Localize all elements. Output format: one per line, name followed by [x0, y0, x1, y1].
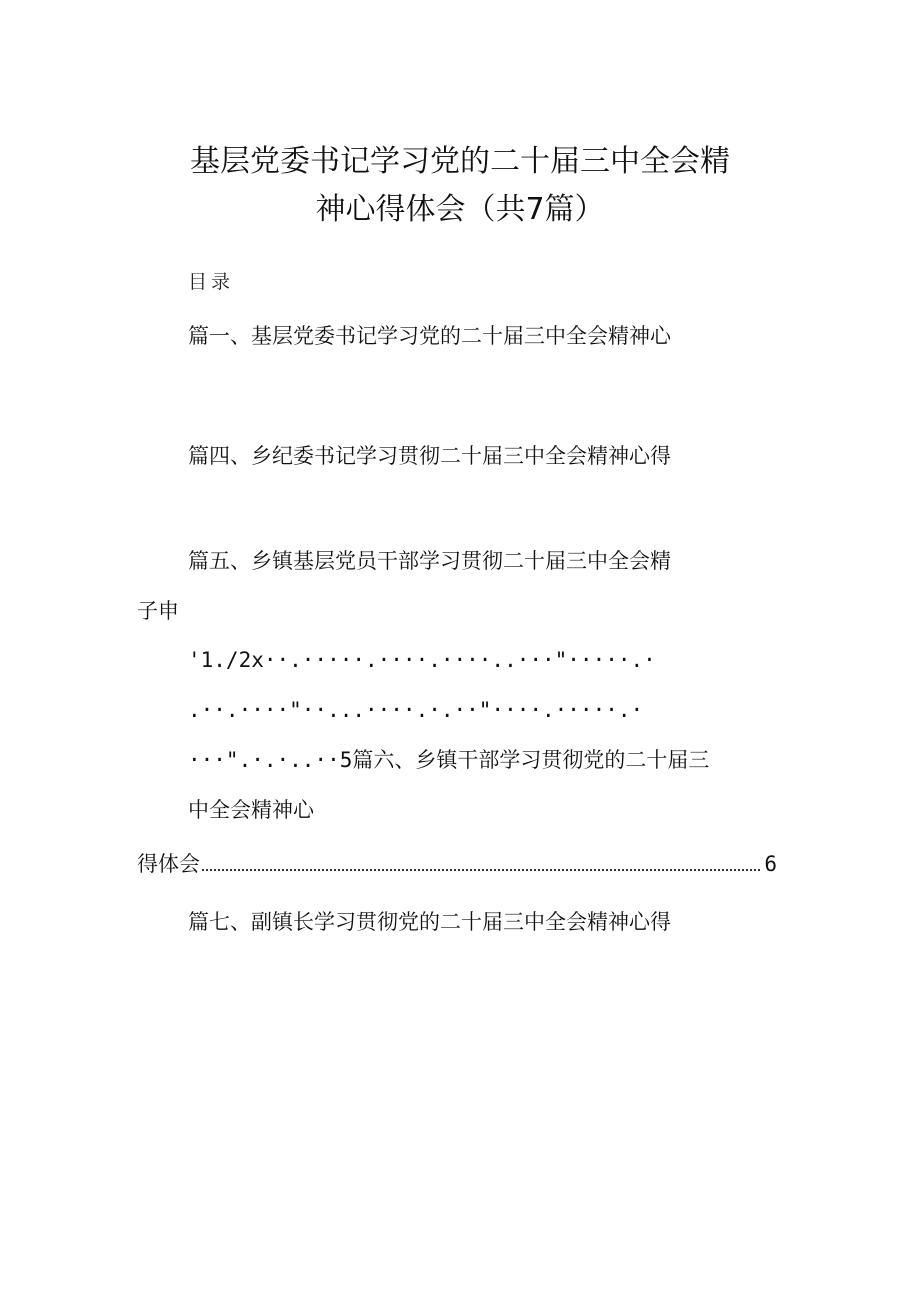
toc-entry-6-continuation: 中全会精神心	[188, 798, 314, 822]
toc-leader-line-3-text: ···".·.·..··5	[188, 748, 353, 772]
toc-leader-line-3	[188, 745, 709, 775]
toc-heading: 目录	[188, 271, 235, 293]
toc-entry-4: 篇四、乡纪委书记学习贯彻二十届三中全会精神心得	[188, 444, 671, 468]
toc-entry-1: 篇一、基层党委书记学习党的二十届三中全会精神心	[188, 324, 671, 348]
toc-entry-6: 篇六、乡镇干部学习贯彻党的二十届三	[352, 748, 710, 772]
toc-entry-5: 篇五、乡镇基层党员干部学习贯彻二十届三中全会精	[188, 549, 671, 573]
toc-entry-6-last-line	[137, 849, 777, 879]
toc-page-number-6: 6	[764, 852, 777, 876]
toc-entry-7: 篇七、副镇长学习贯彻党的二十届三中全会精神心得	[188, 910, 671, 934]
toc-leader-line-1: '1./2x··.·····.····.····..···"·····.·	[188, 648, 656, 672]
toc-leader-line-2: .··.····"··...····.·.··"····.·····.·	[188, 698, 644, 722]
toc-entry-6-last-text: 得体会	[137, 852, 200, 876]
document-title-line-2: 神心得体会（共7篇）	[315, 192, 605, 227]
toc-entry-5-continuation: 子申	[137, 599, 179, 623]
toc-dot-leader	[202, 868, 760, 871]
document-title-line-1: 基层党委书记学习党的二十届三中全会精	[190, 144, 730, 179]
